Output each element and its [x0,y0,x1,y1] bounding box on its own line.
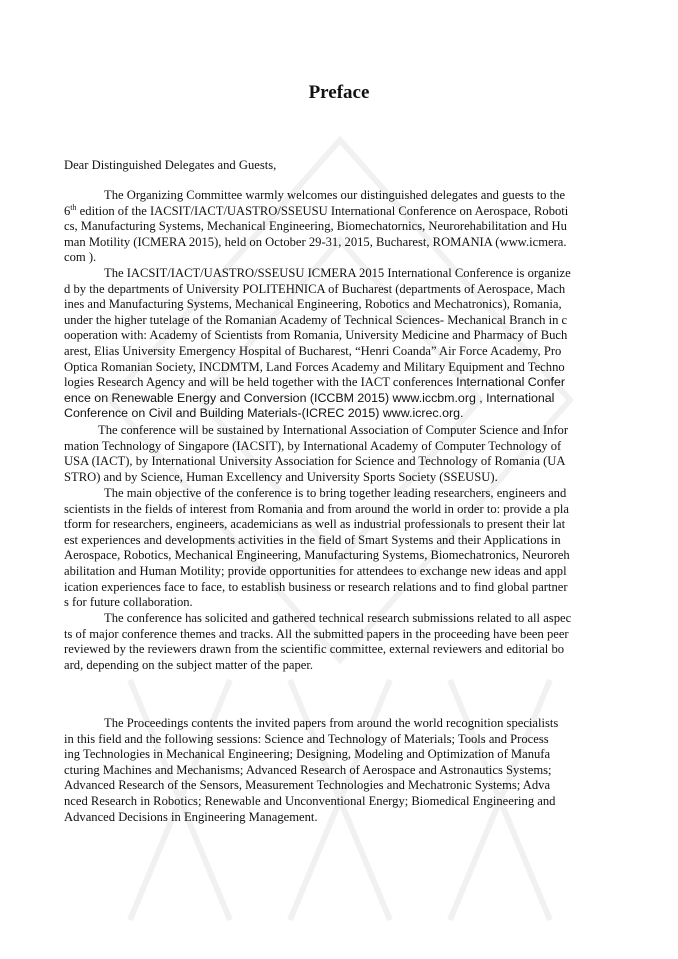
text-line: tform for researchers, engineers, academicians as well as industrial professionals to present their lat [64,517,566,532]
text-line: nced Research in Robotics; Renewable and Unconventional Energy; Biomedical Engineering and [64,793,556,808]
text-line: Conference on Civil and Building Materials-(ICREC 2015) www.icrec.org. [64,406,464,421]
greeting [64,158,624,174]
paragraph-welcome [64,188,624,266]
text-line: ts of major conference themes and tracks. All the submitted papers in the proceeding have been peer [64,626,569,641]
text-line: Advanced Decisions in Engineering Management. [64,809,318,824]
text-line: cturing Machines and Mechanisms; Advanced Research of Aerospace and Astronautics Systems; [64,762,552,777]
text-line: ooperation with: Academy of Scientists from Romania, University Medicine and Pharmacy of Buch [64,328,568,343]
text-line: cs, Manufacturing Systems, Mechanical Engineering, Biomechatornics, Neurorehabilitation and Hu [64,219,567,234]
text-line: ence on Renewable Energy and Conversion (ICCBM 2015) www.iccbm.org , International [64,390,555,405]
page-title: Preface [308,82,370,103]
text-line: ing Technologies in Mechanical Engineering; Designing, Modeling and Optimization of Manufa [64,747,551,762]
text-line: reviewed by the reviewers drawn from the scientific committee, external reviewers and editorial bo [64,642,565,657]
text-line: The conference will be sustained by International Association of Computer Science and Infor [98,423,569,437]
text-line: s for future collaboration. [64,595,193,610]
text-line: The conference has solicited and gathered technical research submissions related to all aspec [104,611,572,625]
text-line: STRO) and by Science, Human Excellency and University Sports Society (SSEUSU). [64,469,498,484]
text-line: Advanced Research of the Sensors, Measurement Technologies and Mechatronic Systems; Adva [64,778,551,793]
text-line: 6th edition of the IACSIT/IACT/UASTRO/SSEUSU International Conference on Aerospace, Roboti [64,202,569,218]
text-line: under the higher tutelage of the Romanian Academy of Technical Sciences- Mechanical Branch in c [64,312,568,327]
paragraph-sponsors [64,423,624,485]
text-line: Optica Romanian Society, INCDMTM, Land Forces Academy and Military Equipment and Techno [64,359,565,374]
paragraph-review [64,611,624,673]
text-line: The main objective of the conference is to bring together leading researchers, engineers and [104,486,567,500]
text-line: man Motility (ICMERA 2015), held on October 29-31, 2015, Bucharest, ROMANIA (www.icmera. [64,234,567,249]
paragraph-objective [64,486,624,611]
text-line: USA (IACT), by International University Association for Science and Technology of Romania (UA [64,454,566,469]
text-line: The Organizing Committee warmly welcomes our distinguished delegates and guests to the [104,188,566,202]
text-line: ard, depending on the subject matter of the paper. [64,657,313,672]
paragraph-organizers [64,266,624,422]
text-line: The Proceedings contents the invited papers from around the world recognition specialists [104,716,559,730]
text-line: ines and Manufacturing Systems, Mechanical Engineering, Robotics and Mechatronics), Romania, [64,297,562,312]
text-line: The IACSIT/IACT/UASTRO/SSEUSU ICMERA 2015 International Conference is organize [104,266,571,280]
text-line: arest, Elias University Emergency Hospital of Bucharest, “Henri Coanda” Air Force Academy, Pro [64,343,562,358]
text-line: logies Research Agency and will be held together with the IACT conferences International Confer [64,375,565,390]
text-line: in this field and the following sessions: Science and Technology of Materials; Tools and Process [64,731,549,746]
text-line: est experiences and developments activities in the field of Smart Systems and their Applications in [64,532,561,547]
text-line: d by the departments of University POLITEHNICA of Bucharest (departments of Aerospace, Mach [64,281,566,296]
text-line: ication experiences face to face, to establish business or research relations and to find global partner [64,579,568,594]
paragraph-proceedings [64,716,624,825]
greeting-line: Dear Distinguished Delegates and Guests, [64,158,277,172]
text-line: scientists in the fields of interest from Romania and from around the world in order to: provide a pla [64,501,570,516]
text-line: Aerospace, Robotics, Mechanical Engineering, Manufacturing Systems, Biomechatronics, Neuroreh [64,548,570,563]
text-line: com ). [64,250,97,265]
text-line: abilitation and Human Motility; provide opportunities for attendees to exchange new ideas and appl [64,563,567,578]
text-line: mation Technology of Singapore (IACSIT), by International Academy of Computer Technology of [64,438,562,453]
